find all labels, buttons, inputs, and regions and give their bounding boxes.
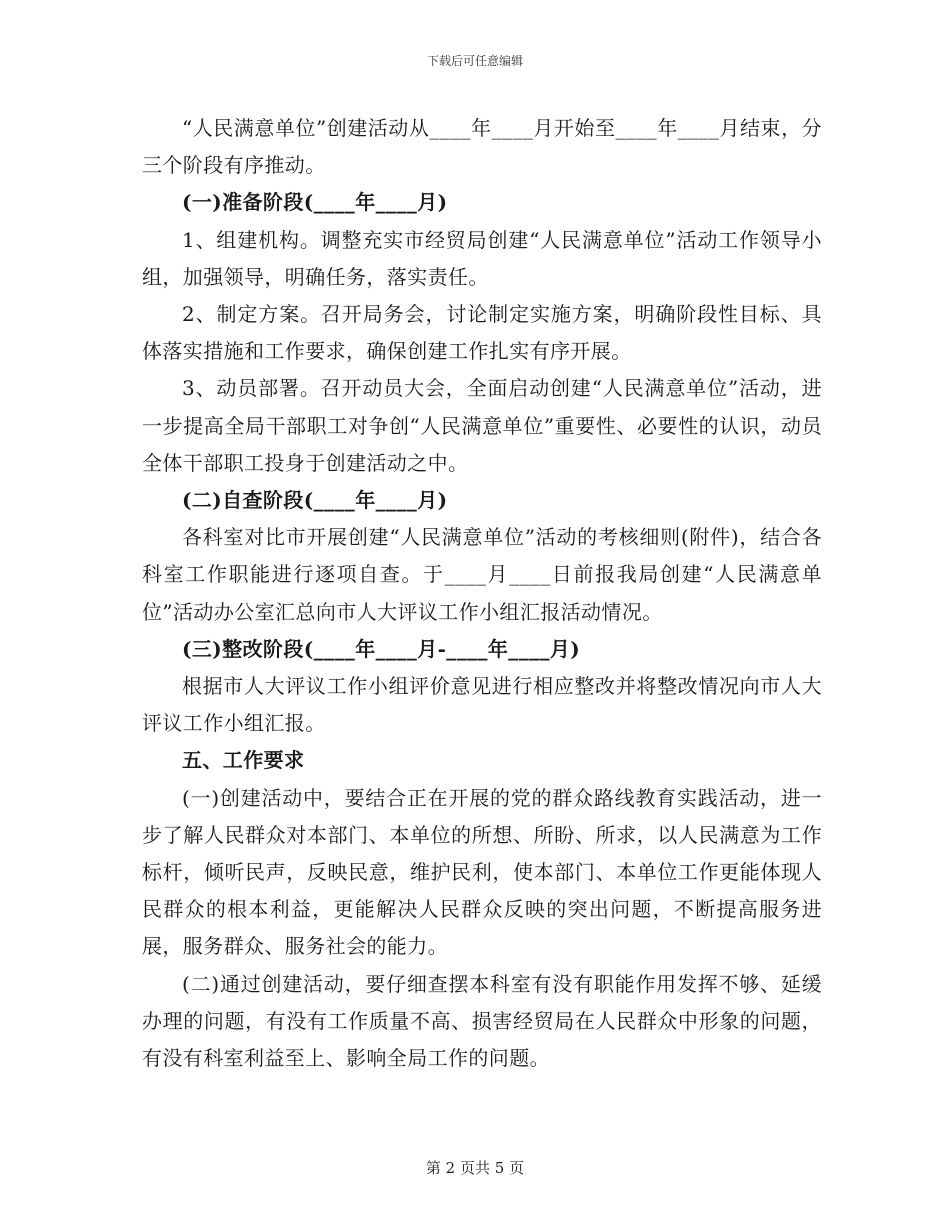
document-body <box>142 110 822 1077</box>
paragraph-plan: 2、制定方案。召开局务会，讨论制定实施方案，明确阶段性目标、具体落实措施和工作要求，确保创建工作扎实有序开展。 <box>142 302 822 364</box>
paragraph-organize: 1、组建机构。调整充实市经贸局创建“人民满意单位”活动工作领导小组，加强领导，明确任务，落实责任。 <box>142 227 822 289</box>
header-note: 下载后可任意编辑 <box>426 54 523 68</box>
paragraph-requirement-2: (二)通过创建活动，要仔细查摆本科室有没有职能作用发挥不够、延缓办理的问题，有没有工作质量不高、损害经贸局在人民群众中形象的问题，有没有科室利益至上、影响全局工作的问题。 <box>142 971 822 1071</box>
paragraph-timeline: “人民满意单位”创建活动从____年____月开始至____年____月结束，分三个阶段有序推动。 <box>142 116 822 178</box>
paragraph-self-check: 各科室对比市开展创建“人民满意单位”活动的考核细则(附件)，结合各科室工作职能进行逐项自查。于____月____日前报我局创建“人民满意单位”活动办公室汇总向市人大评议工作小组汇报活动情况。 <box>142 525 822 624</box>
paragraph-mobilize: 3、动员部署。召开动员大会，全面启动创建“人民满意单位”活动，进一步提高全局干部职工对争创“人民满意单位”重要性、必要性的认识，动员全体干部职工投身于创建活动之中。 <box>142 376 822 475</box>
page-number: 第 2 页共 5 页 <box>425 1159 525 1177</box>
paragraph-rectification: 根据市人大评议工作小组评价意见进行相应整改并将整改情况向市人大评议工作小组汇报。 <box>142 674 822 736</box>
heading-work-requirements: 五、工作要求 <box>182 748 305 773</box>
paragraph-requirement-1: (一)创建活动中，要结合正在开展的党的群众路线教育实践活动，进一步了解人民群众对本部门、本单位的所想、所盼、所求，以人民满意为工作标杆，倾听民声，反映民意，维护民利，使本部门、本单位工作更能体现人民群众的根本利益，更能解决人民群众反映的突出问题，不断提高服务进展，服务群众、服务社会的能力。 <box>142 785 822 959</box>
heading-rectification-stage: (三)整改阶段(____年____月-____年____月) <box>182 636 581 661</box>
heading-self-check-stage: (二)自查阶段(____年____月) <box>182 488 448 513</box>
heading-preparation-stage: (一)准备阶段(____年____月) <box>182 190 448 215</box>
